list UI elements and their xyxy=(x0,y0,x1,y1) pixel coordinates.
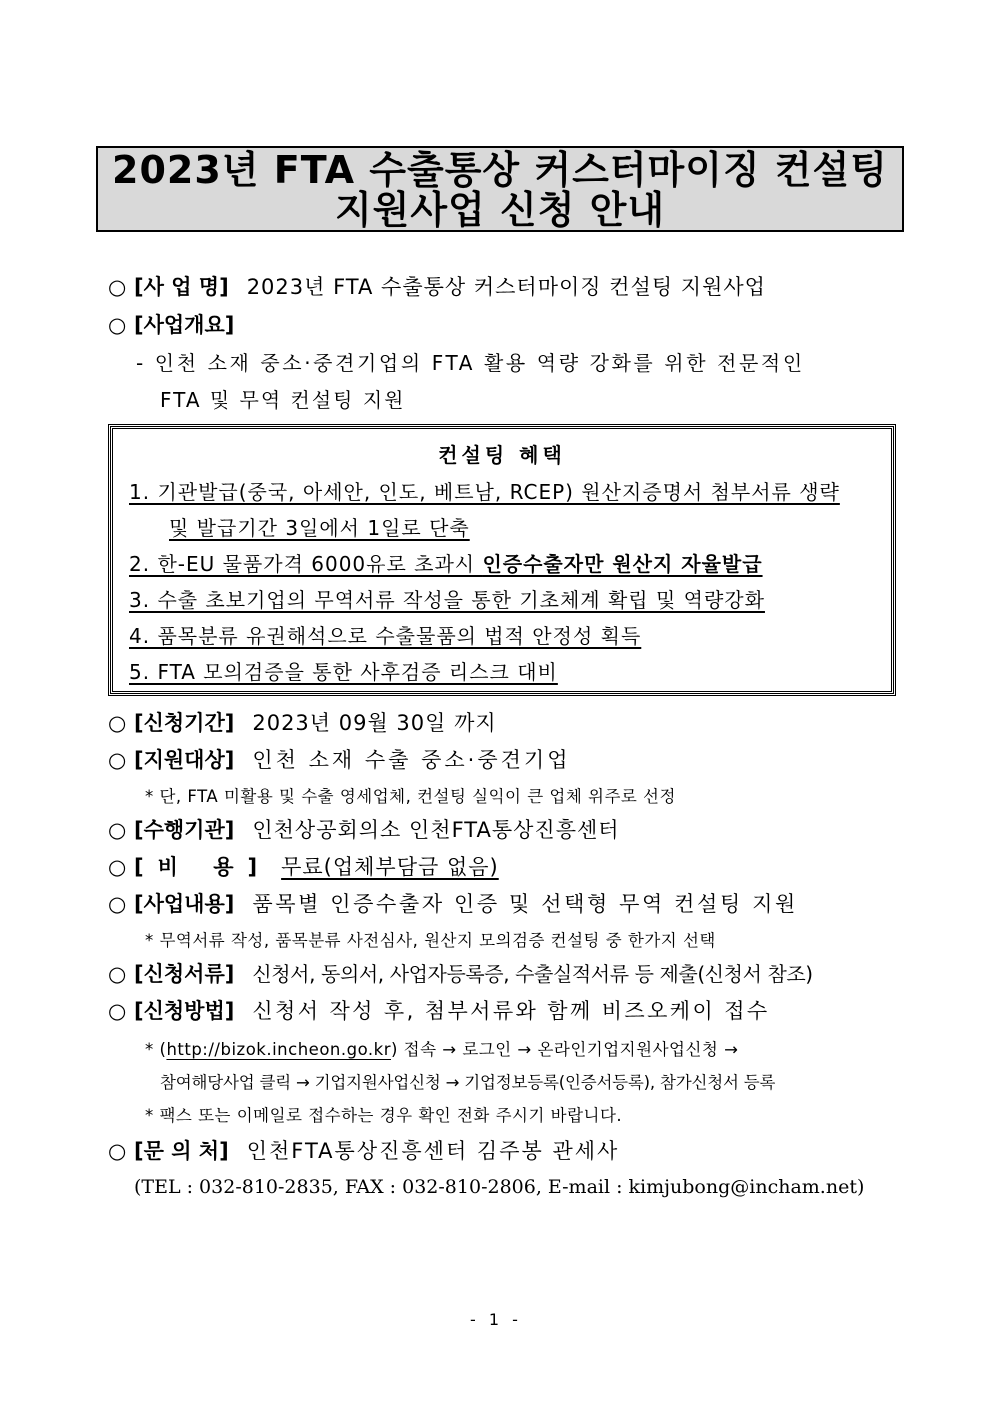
benefit-1b-text: 및 발급기간 3일에서 1일로 단축 xyxy=(169,516,470,540)
value-cost: 무료(업체부담금 없음) xyxy=(281,855,499,879)
benefit-4 xyxy=(129,621,641,651)
benefit-5 xyxy=(129,657,558,687)
benefit-4-text: 4. 품목분류 유권해석으로 수출물품의 법적 안정성 획득 xyxy=(129,624,642,648)
bullet-circle-icon: ○ xyxy=(108,711,127,735)
benefit-1b xyxy=(169,513,470,543)
value-inquiry: 인천FTA통상진흥센터 김주봉 관세사 xyxy=(246,1139,620,1163)
benefits-title: 컨설팅 혜택 xyxy=(438,443,566,467)
label-target: [지원대상] xyxy=(134,748,235,772)
benefit-1a xyxy=(129,477,840,507)
page-number: - 1 - xyxy=(470,1310,522,1329)
benefit-3 xyxy=(129,585,765,615)
title-line-1: 2023년 FTA 수출통상 커스터마이징 컨설팅 xyxy=(112,148,888,192)
benefits-box xyxy=(108,424,896,696)
benefit-2b-text: 인증수출자만 원산지 자율발급 xyxy=(482,552,763,576)
bullet-circle-icon: ○ xyxy=(108,275,127,299)
benefit-2a-text: 2. 한-EU 물품가격 6000유로 초과시 xyxy=(129,552,483,576)
bullet-circle-icon: ○ xyxy=(108,818,127,842)
row-overview xyxy=(108,310,234,340)
row-agency xyxy=(108,815,620,845)
row-content xyxy=(108,889,798,919)
overview-line-2: FTA 및 무역 컨설팅 지원 xyxy=(160,388,406,412)
label-cost: [비 용] xyxy=(134,855,272,879)
note-content: * 무역서류 작성, 품목분류 사전심사, 원산지 모의검증 컨설팅 중 한가지 선택 xyxy=(145,931,716,950)
note-method-2: 참여해당사업 클릭 → 기업지원사업신청 → 기업정보등록(인증서등록), 참가신청서 등록 xyxy=(160,1073,776,1092)
bullet-circle-icon: ○ xyxy=(108,962,127,986)
label-content: [사업내용] xyxy=(134,892,235,916)
bullet-circle-icon: ○ xyxy=(108,1139,127,1163)
label-period: [신청기간] xyxy=(134,711,235,735)
value-content: 품목별 인증수출자 인증 및 선택형 무역 컨설팅 지원 xyxy=(252,892,798,916)
title-line-2: 지원사업 신청 안내 xyxy=(334,188,666,232)
row-method xyxy=(108,996,770,1026)
value-agency: 인천상공회의소 인천FTA통상진흥센터 xyxy=(252,818,620,842)
label-business-name: [사 업 명] xyxy=(134,275,229,299)
value-method: 신청서 작성 후, 첨부서류와 함께 비즈오케이 접수 xyxy=(252,999,770,1023)
benefit-5-text: 5. FTA 모의검증을 통한 사후검증 리스크 대비 xyxy=(129,660,558,684)
overview-line-1: - 인천 소재 중소·중견기업의 FTA 활용 역량 강화를 위한 전문적인 xyxy=(136,351,805,375)
bullet-circle-icon: ○ xyxy=(108,313,127,337)
value-documents: 신청서, 동의서, 사업자등록증, 수출실적서류 등 제출(신청서 참조) xyxy=(252,962,813,986)
row-cost xyxy=(108,852,499,882)
bullet-circle-icon: ○ xyxy=(108,748,127,772)
value-target: 인천 소재 수출 중소·중견기업 xyxy=(252,748,571,772)
contact-info: (TEL : 032-810-2835, FAX : 032-810-2806, E-mail : kimjubong@incham.net) xyxy=(134,1176,865,1198)
note-method-3: * 팩스 또는 이메일로 접수하는 경우 확인 전화 주시기 바랍니다. xyxy=(145,1106,623,1125)
note-target: * 단, FTA 미활용 및 수출 영세업체, 컨설팅 실익이 큰 업체 위주로 선정 xyxy=(145,787,676,806)
row-documents xyxy=(108,959,813,989)
row-inquiry xyxy=(108,1136,619,1166)
row-target xyxy=(108,745,570,775)
label-method: [신청방법] xyxy=(134,999,235,1023)
label-documents: [신청서류] xyxy=(134,962,235,986)
value-business-name: 2023년 FTA 수출통상 커스터마이징 컨설팅 지원사업 xyxy=(246,275,766,299)
note-method-1-prefix: * ( xyxy=(145,1040,167,1059)
benefit-2 xyxy=(129,549,763,579)
bullet-circle-icon: ○ xyxy=(108,855,127,879)
title-box xyxy=(96,146,904,232)
label-agency: [수행기관] xyxy=(134,818,235,842)
note-method-1-suffix: ) 접속 → 로그인 → 온라인기업지원사업신청 → xyxy=(390,1040,739,1059)
bullet-circle-icon: ○ xyxy=(108,999,127,1023)
bullet-circle-icon: ○ xyxy=(108,892,127,916)
row-business-name xyxy=(108,272,766,302)
benefit-3-text: 3. 수출 초보기업의 무역서류 작성을 통한 기초체계 확립 및 역량강화 xyxy=(129,588,765,612)
bizok-link[interactable]: http://bizok.incheon.go.kr xyxy=(166,1040,391,1059)
benefit-1a-text: 1. 기관발급(중국, 아세안, 인도, 베트남, RCEP) 원산지증명서 첨부서류 생략 xyxy=(129,480,840,504)
note-method-1 xyxy=(145,1037,738,1063)
value-period: 2023년 09월 30일 까지 xyxy=(252,711,497,735)
label-inquiry: [문 의 처] xyxy=(134,1139,229,1163)
row-period xyxy=(108,708,497,738)
label-overview: [사업개요] xyxy=(134,313,235,337)
